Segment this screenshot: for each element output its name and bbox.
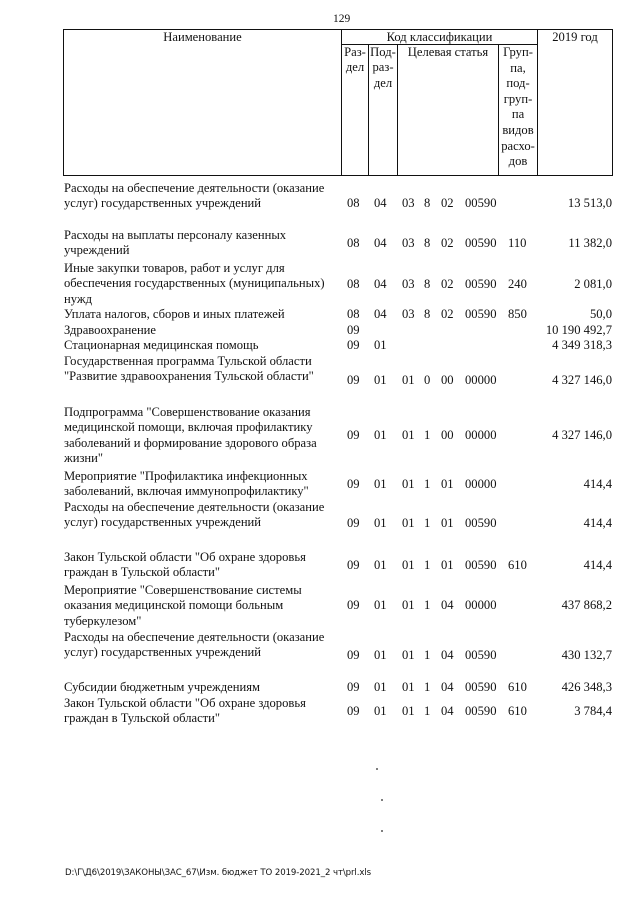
- row-code-r: 08: [347, 307, 360, 321]
- row-code-c2: 8: [424, 236, 431, 250]
- row-name: Мероприятие "Совершенствование системы оказания медицинской помощи больным туберкулезом": [64, 583, 302, 628]
- row-amount: 426 348,3: [561, 680, 612, 694]
- row-name: Здравоохранение: [64, 323, 157, 337]
- row-code-c3: 02: [441, 277, 454, 291]
- row-code-c4: 00000: [465, 428, 497, 442]
- row-code-grp: 610: [508, 680, 527, 694]
- row-code-c4: 00590: [465, 307, 497, 321]
- row-code-grp: 610: [508, 558, 527, 572]
- header-year: 2019 год: [552, 30, 598, 44]
- row-code-c1: 03: [402, 277, 415, 291]
- row-code-c4: 00590: [465, 196, 497, 210]
- row-name: Подпрограмма "Совершенствование оказания медицинской помощи, включая профилактику заболеваний и формирование здорового образа жизни": [64, 405, 317, 466]
- row-code-c1: 01: [402, 704, 415, 718]
- row-code-c1: 01: [402, 598, 415, 612]
- row-code-c3: 02: [441, 196, 454, 210]
- row-code-c1: 01: [402, 477, 415, 491]
- row-code-pr: 04: [374, 196, 387, 210]
- row-code-grp: 240: [508, 277, 527, 291]
- row-code-c4: 00590: [465, 704, 497, 718]
- row-code-c4: 00590: [465, 680, 497, 694]
- row-name: Уплата налогов, сборов и иных платежей: [64, 307, 285, 321]
- row-code-pr: 01: [374, 428, 387, 442]
- row-code-pr: 01: [374, 598, 387, 612]
- row-code-c2: 1: [424, 648, 431, 662]
- row-code-c2: 1: [424, 428, 431, 442]
- row-code-c4: 00000: [465, 598, 497, 612]
- row-name: Государственная программа Тульской области "Развитие здравоохранения Тульской области": [64, 354, 314, 384]
- row-code-pr: 01: [374, 516, 387, 530]
- row-amount: 2 081,0: [574, 277, 612, 291]
- file-path-footer: D:\Г\Д6\2019\ЗАКОНЫ\ЗАС_67\Изм. бюджет ТО 2019-2021_2 чт\prl.xls: [65, 868, 372, 878]
- row-code-r: 09: [347, 516, 360, 530]
- row-code-c3: 04: [441, 704, 454, 718]
- page-number: 129: [333, 13, 351, 25]
- row-code-grp: 610: [508, 704, 527, 718]
- row-code-c3: 01: [441, 516, 454, 530]
- row-code-r: 09: [347, 373, 360, 387]
- row-code-c2: 8: [424, 277, 431, 291]
- row-code-c2: 1: [424, 558, 431, 572]
- row-code-pr: 01: [374, 477, 387, 491]
- row-code-c3: 01: [441, 558, 454, 572]
- row-code-grp: 850: [508, 307, 527, 321]
- row-code-r: 08: [347, 277, 360, 291]
- row-code-c1: 03: [402, 196, 415, 210]
- row-code-c4: 00590: [465, 558, 497, 572]
- row-code-c3: 01: [441, 477, 454, 491]
- row-code-pr: 01: [374, 373, 387, 387]
- row-code-c3: 04: [441, 648, 454, 662]
- scan-speck: [376, 768, 378, 770]
- row-code-pr: 01: [374, 704, 387, 718]
- row-amount: 437 868,2: [561, 598, 612, 612]
- row-code-r: 09: [347, 648, 360, 662]
- row-code-r: 09: [347, 477, 360, 491]
- row-code-c2: 8: [424, 196, 431, 210]
- row-amount: 13 513,0: [567, 196, 612, 210]
- row-code-pr: 04: [374, 277, 387, 291]
- row-code-c4: 00000: [465, 373, 497, 387]
- row-code-r: 09: [347, 598, 360, 612]
- scan-speck: [381, 799, 383, 801]
- row-code-c4: 00590: [465, 277, 497, 291]
- row-name: Мероприятие "Профилактика инфекционных заболеваний, включая иммунопрофилактику": [64, 469, 309, 499]
- row-code-c3: 00: [441, 428, 454, 442]
- row-code-pr: 01: [374, 338, 387, 352]
- row-code-c1: 01: [402, 373, 415, 387]
- row-amount: 10 190 492,7: [545, 323, 612, 337]
- row-code-c4: 00000: [465, 477, 497, 491]
- row-code-r: 09: [347, 704, 360, 718]
- row-code-r: 09: [347, 680, 360, 694]
- row-code-c2: 1: [424, 477, 431, 491]
- row-code-c2: 1: [424, 704, 431, 718]
- row-code-c3: 02: [441, 307, 454, 321]
- row-name: Стационарная медицинская помощь: [64, 338, 259, 352]
- row-code-c1: 01: [402, 680, 415, 694]
- row-code-c1: 01: [402, 558, 415, 572]
- header-name: Наименование: [163, 30, 242, 44]
- row-code-pr: 01: [374, 648, 387, 662]
- row-amount: 50,0: [589, 307, 612, 321]
- row-code-pr: 04: [374, 307, 387, 321]
- row-amount: 3 784,4: [574, 704, 612, 718]
- header-group: Груп- па, под- груп- па видов расхо- дов: [501, 45, 535, 169]
- row-code-r: 09: [347, 338, 360, 352]
- row-amount: 11 382,0: [568, 236, 612, 250]
- row-code-c2: 0: [424, 373, 431, 387]
- row-code-c1: 01: [402, 428, 415, 442]
- row-amount: 414,4: [583, 516, 612, 530]
- row-amount: 414,4: [583, 477, 612, 491]
- row-code-c4: 00590: [465, 516, 497, 530]
- row-code-c4: 00590: [465, 648, 497, 662]
- row-name: Расходы на обеспечение деятельности (оказание услуг) государственных учреждений: [64, 500, 325, 530]
- row-name: Расходы на выплаты персоналу казенных учреждений: [64, 228, 287, 258]
- row-amount: 4 327 146,0: [552, 428, 612, 442]
- row-name: Расходы на обеспечение деятельности (оказание услуг) государственных учреждений: [64, 630, 325, 660]
- row-amount: 4 327 146,0: [552, 373, 612, 387]
- row-code-c3: 00: [441, 373, 454, 387]
- row-code-c3: 04: [441, 680, 454, 694]
- row-code-r: 09: [347, 428, 360, 442]
- row-code-c4: 00590: [465, 236, 497, 250]
- row-name: Субсидии бюджетным учреждениям: [64, 680, 260, 694]
- row-name: Иные закупки товаров, работ и услуг для обеспечения государственных (муниципальных) нужд: [64, 261, 325, 306]
- row-code-pr: 01: [374, 558, 387, 572]
- row-code-pr: 04: [374, 236, 387, 250]
- row-name: Расходы на обеспечение деятельности (оказание услуг) государственных учреждений: [64, 181, 325, 211]
- row-code-c1: 03: [402, 236, 415, 250]
- row-amount: 430 132,7: [561, 648, 612, 662]
- scan-speck: [381, 830, 383, 832]
- header-subsection: Под- раз- дел: [370, 45, 396, 90]
- row-code-c3: 02: [441, 236, 454, 250]
- row-code-c3: 04: [441, 598, 454, 612]
- row-name: Закон Тульской области "Об охране здоровья граждан в Тульской области": [64, 550, 306, 580]
- header-target: Целевая статья: [407, 45, 489, 59]
- row-code-pr: 01: [374, 680, 387, 694]
- row-code-c2: 8: [424, 307, 431, 321]
- row-amount: 4 349 318,3: [552, 338, 612, 352]
- row-amount: 414,4: [583, 558, 612, 572]
- row-code-grp: 110: [508, 236, 527, 250]
- row-code-r: 08: [347, 236, 360, 250]
- row-code-c1: 01: [402, 648, 415, 662]
- header-classification: Код классификации: [386, 30, 493, 44]
- row-name: Закон Тульской области "Об охране здоровья граждан в Тульской области": [64, 696, 306, 726]
- row-code-r: 08: [347, 196, 360, 210]
- row-code-r: 09: [347, 323, 360, 337]
- row-code-c2: 1: [424, 680, 431, 694]
- row-code-c2: 1: [424, 598, 431, 612]
- row-code-c1: 01: [402, 516, 415, 530]
- row-code-r: 09: [347, 558, 360, 572]
- row-code-c1: 03: [402, 307, 415, 321]
- row-code-c2: 1: [424, 516, 431, 530]
- header-section: Раз- дел: [344, 45, 366, 75]
